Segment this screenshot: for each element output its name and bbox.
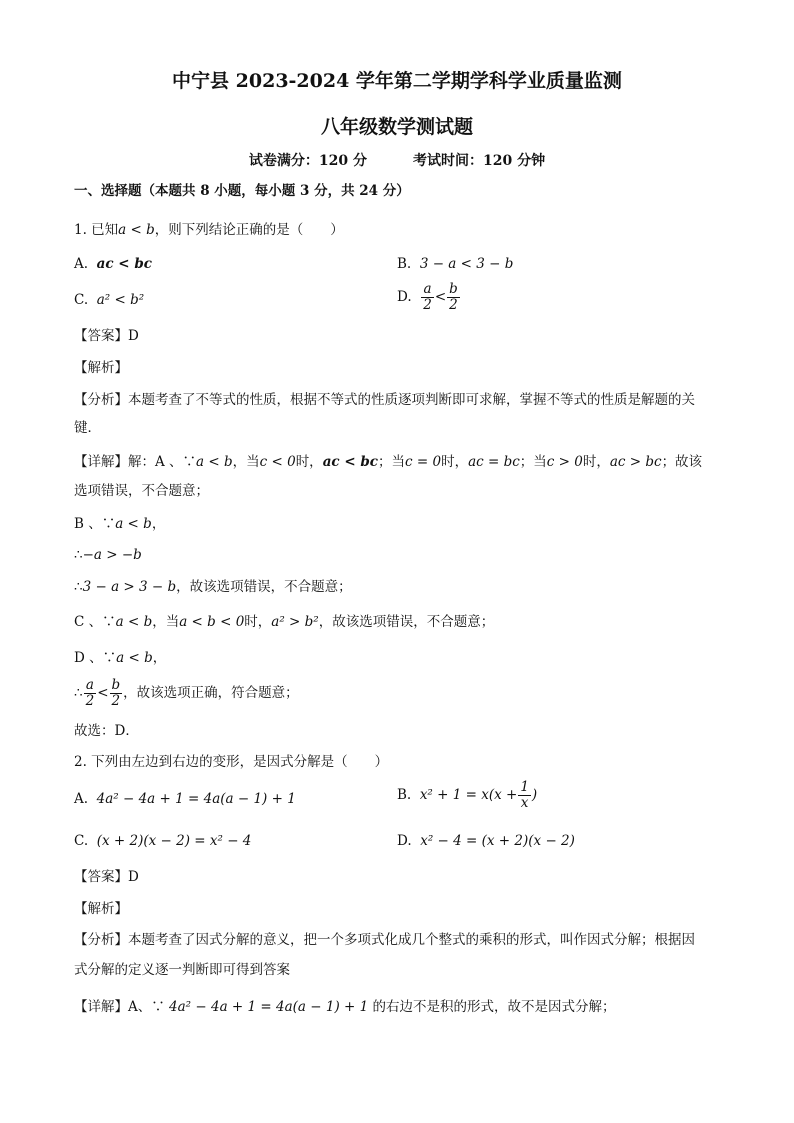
q1-stem-prefix: 1. 已知 [74,222,119,238]
exam-time: 考试时间：120 分钟 [413,153,546,169]
q1-b-line-1: B 、∵a < b， [74,516,166,532]
q1-choose: 故选：D． [74,723,139,739]
q1-option-d [397,282,461,313]
q2-detail-line-1: 【详解】A、∵ 4a² − 4a + 1 = 4a(a − 1) + 1 的右边不是积的形式，故不是因式分解； [74,999,616,1015]
q1-d-fraction-2: $\frac{b}{2}$ [111,677,121,709]
q1-analysis-1: 【分析】本题考查了不等式的性质，根据不等式的性质逐项判断即可求解，掌握不等式的性质是解题的关 [74,392,695,408]
q1-stem-condition: a < b [118,222,155,238]
q1-detail-line-2: 选项错误，不合题意； [74,483,209,499]
q1-analysis-label: 【解析】 [74,360,128,376]
q2-analysis-2: 式分解的定义逐一判断即可得到答案 [74,962,290,978]
q2-option-b: B. x² + 1 = x(x + $\frac{1}{x}$ ) [397,779,538,811]
q1-d-line-1: D 、∵a < b， [74,650,167,666]
q1-option-d-fraction-1: $\frac{a}{2}$ [423,281,432,313]
q1-b-line-3: ∴3 − a > 3 − b，故该选项错误，不合题意； [74,579,352,595]
q2-analysis-1: 【分析】本题考查了因式分解的意义，把一个多项式化成几个整式的乘积的形式，叫作因式分解；根据因 [74,932,695,948]
full-score: 试卷满分：120 分 [248,153,367,169]
q1-option-d-operator: < [434,289,447,305]
q2-option-c: C. (x + 2)(x − 2) = x² − 4 [74,833,252,849]
q1-answer: 【答案】D [74,328,139,344]
q2-option-b-fraction: $\frac{1}{x}$ [520,779,529,811]
q1-c-line-1: C 、∵a < b，当a < b < 0时，a² > b²，故该选项错误，不合题意； [74,614,495,630]
q1-stem [74,220,344,240]
q1-detail-line-1: 【详解】解：A 、∵a < b，当c < 0时，ac < bc；当c = 0时，ac = bc；当c > 0时，ac > bc；故该 [74,454,703,470]
q1-analysis-2: 键． [74,420,101,436]
q1-option-b-label: B. [397,256,412,272]
q2-option-d: D. x² − 4 = (x + 2)(x − 2) [397,833,575,849]
q1-d-fraction-1: $\frac{a}{2}$ [85,677,95,709]
exam-subject: 八年级数学测试题 [320,116,473,138]
q2-stem: 2. 下列由左边到右边的变形，是因式分解是（ ） [74,754,389,770]
q1-option-c-math: a² < b² [96,292,145,308]
exam-title: 中宁县 2023-2024 学年第二学期学科学业质量监测 [172,70,622,92]
section-heading: 一、选择题（本题共 8 小题，每小题 3 分，共 24 分） [74,183,410,199]
q1-option-a-label: A. [74,256,89,272]
q1-option-a-math: ac < bc [96,256,152,272]
q1-option-d-fraction-2: $\frac{b}{2}$ [449,281,458,313]
q1-stem-suffix: ，则下列结论正确的是（ ） [154,222,344,238]
exam-info [0,150,794,170]
q1-option-a [74,254,152,274]
q1-option-c [74,290,144,310]
q2-answer: 【答案】D [74,869,139,885]
q1-b-line-2: ∴−a > −b [74,547,142,563]
q1-option-b-math: 3 − a < 3 − b [419,256,514,272]
q1-option-d-label: D. [397,289,412,305]
q1-option-c-label: C. [74,292,89,308]
q2-option-a: A. 4a² − 4a + 1 = 4a(a − 1) + 1 [74,791,296,807]
q2-analysis-label: 【解析】 [74,901,128,917]
q1-option-b [397,254,513,274]
q1-d-line-2: ∴ $\frac{a}{2}$ < $\frac{b}{2}$ ，故该选项正确，符合题意； [74,677,299,709]
